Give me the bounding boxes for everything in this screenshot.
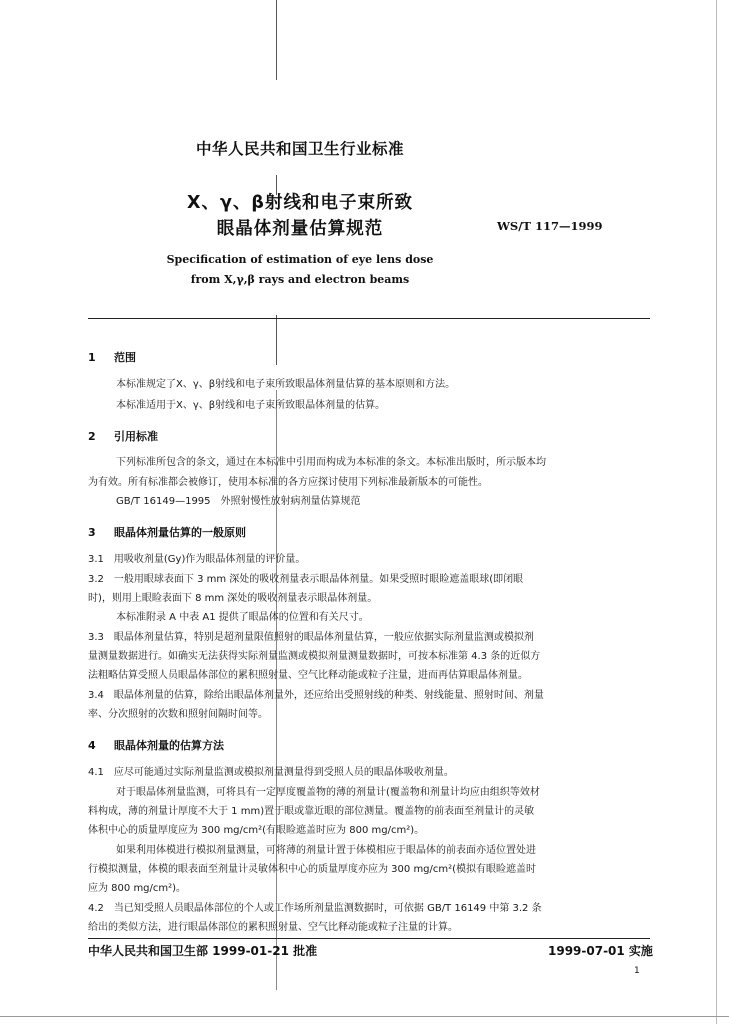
clause: 给出的类似方法，进行眼晶体部位的累积照射量、空气比释动能或粒子注量的计算。 xyxy=(88,922,458,933)
scan-line-artifact xyxy=(276,315,277,365)
section-heading xyxy=(88,428,158,444)
paragraph: 对于眼晶体剂量监测，可将具有一定厚度覆盖物的薄的剂量计(覆盖物和剂量计均应由组织等效材 xyxy=(116,787,540,798)
clause: 3.4 眼晶体剂量的估算，除给出眼晶体剂量外，还应给出受照射线的种类、射线能量、照射时间、剂量 xyxy=(88,690,544,701)
section-number: 2 xyxy=(88,430,96,443)
clause: 3.1 用吸收剂量(Gy)作为眼晶体剂量的评价量。 xyxy=(88,554,306,565)
approval-line: 中华人民共和国卫生部 1999-01-21 批准 xyxy=(88,944,318,958)
clause: 率、分次照射的次数和照射间隔时间等。 xyxy=(88,709,268,720)
section-heading xyxy=(88,737,224,753)
clause: 法粗略估算受照人员眼晶体部位的累积照射量、空气比释动能或粒子注量，进而再估算眼晶体剂量。 xyxy=(88,670,528,681)
clause: 3.2 一般用眼球表面下 3 mm 深处的吸收剂量表示眼晶体剂量。如果受照时眼睑遮盖眼球(即闭眼 xyxy=(88,574,524,585)
section-number: 3 xyxy=(88,526,96,539)
paragraph: 本标准适用于X、γ、β射线和电子束所致眼晶体剂量的估算。 xyxy=(116,400,386,411)
paragraph: 体积中心的质量厚度应为 300 mg/cm²(有眼睑遮盖时应为 800 mg/cm²)。 xyxy=(88,825,425,836)
section-title: 引用标准 xyxy=(114,430,158,443)
scan-edge-bottom xyxy=(0,1016,729,1017)
header-rule xyxy=(88,318,650,319)
scan-line-artifact xyxy=(276,0,277,80)
issuing-agency: 中华人民共和国卫生行业标准 xyxy=(195,140,404,158)
paragraph: 行模拟测量，体模的眼表面至剂量计灵敏体积中心的质量厚度亦应为 300 mg/cm²(模拟有眼睑遮盖时 xyxy=(88,864,537,875)
document-title-line2: 眼晶体剂量估算规范 xyxy=(216,219,384,239)
reference-item: GB/T 16149—1995 外照射慢性放射病剂量估算规范 xyxy=(116,496,361,507)
clause: 本标准附录 A 中表 A1 提供了眼晶体的位置和有关尺寸。 xyxy=(116,612,369,623)
clause: 量测量数据进行。如确实无法获得实际剂量监测或模拟剂量测量数据时，可按本标准第 4.3 条的近似方 xyxy=(88,651,541,662)
section-heading xyxy=(88,524,246,540)
document-title-line1: X、γ、β射线和电子束所致 xyxy=(187,193,413,213)
paragraph: 下列标准所包含的条文，通过在本标准中引用而构成为本标准的条文。本标准出版时，所示版本均 xyxy=(116,457,546,468)
paragraph: 如果利用体模进行模拟剂量测量，可将薄的剂量计置于体模相应于眼晶体的前表面亦适位置处进 xyxy=(116,845,536,856)
standard-number: WS/T 117—1999 xyxy=(497,219,603,233)
effective-date: 1999-07-01 实施 xyxy=(548,944,653,958)
clause: 3.3 眼晶体剂量估算，特别是超剂量限值照射的眼晶体剂量估算，一般应依据实际剂量监测或模拟剂 xyxy=(88,632,534,643)
paragraph: 为有效。所有标准都会被修订，使用本标准的各方应探讨使用下列标准最新版本的可能性。 xyxy=(88,477,488,488)
english-title-line1: Specification of estimation of eye lens dose xyxy=(166,253,434,266)
section-title: 范围 xyxy=(114,351,136,364)
clause: 4.1 应尽可能通过实际剂量监测或模拟剂量测量得到受照人员的眼晶体吸收剂量。 xyxy=(88,767,454,778)
page-number: 1 xyxy=(634,966,640,976)
paragraph: 料构成，薄的剂量计厚度不大于 1 mm)置于眼或靠近眼的部位测量。覆盖物的前表面至剂量计的灵敏 xyxy=(88,806,535,817)
section-title: 眼晶体剂量估算的一般原则 xyxy=(114,526,246,539)
section-number: 1 xyxy=(88,351,96,364)
section-number: 4 xyxy=(88,739,96,752)
clause: 4.2 当已知受照人员眼晶体部位的个人或工作场所剂量监测数据时，可依据 GB/T 16149 中第 3.2 条 xyxy=(88,903,542,914)
paragraph: 应为 800 mg/cm²)。 xyxy=(88,883,187,894)
section-title: 眼晶体剂量的估算方法 xyxy=(114,739,224,752)
scan-edge-right xyxy=(716,0,717,1024)
english-title-line2: from X,γ,β rays and electron beams xyxy=(190,273,410,286)
footer-rule xyxy=(88,938,650,939)
clause: 时)，则用上眼睑表面下 8 mm 深处的吸收剂量表示眼晶体剂量。 xyxy=(88,593,378,604)
paragraph: 本标准规定了X、γ、β射线和电子束所致眼晶体剂量估算的基本原则和方法。 xyxy=(116,379,456,390)
section-heading xyxy=(88,349,136,365)
